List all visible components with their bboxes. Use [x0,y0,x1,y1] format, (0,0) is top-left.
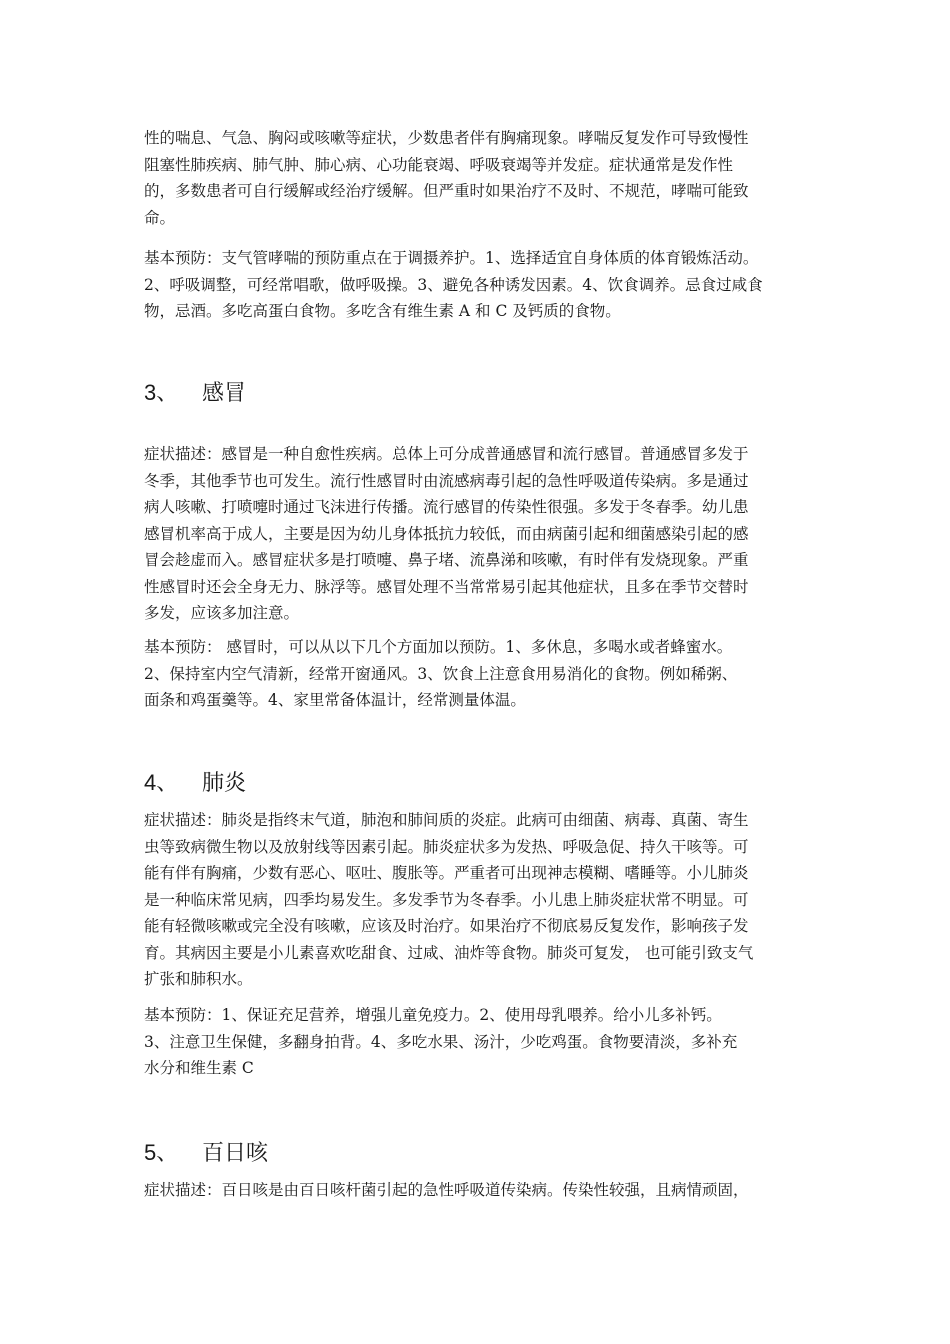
whooping-cough-symptom-description [144,1177,812,1204]
section-number: 5、 [144,1140,179,1165]
section-title: 肺炎 [202,771,247,796]
paragraph-text: 基本预防：1、保证充足营养，增强儿童免疫力。2、使用母乳喂养。给小儿多补钙。 3、注意卫生保健，多翻身拍背。4、多吃水果、汤汁，少吃鸡蛋。食物要清淡，多补充 水分和维生素 C [144,1006,738,1077]
paragraph-text: 基本预防： 感冒时，可以从以下几个方面加以预防。1、多休息，多喝水或者蜂蜜水。 2、保持室内空气清新，经常开窗通风。3、饮食上注意食用易消化的食物。例如稀粥、 面条和鸡蛋羹等。4、家里常备体温计，经常测量体温。 [144,638,738,709]
pneumonia-prevention [144,1002,812,1082]
section-heading-cold [144,378,812,409]
section-number: 3、 [144,380,179,405]
asthma-symptom-continuation [144,125,812,231]
section-title: 百日咳 [202,1141,269,1166]
cold-symptom-description [144,441,812,627]
paragraph-text: 基本预防：支气管哮喘的预防重点在于调摄养护。1、选择适宜自身体质的体育锻炼活动。 2、呼吸调整，可经常唱歌，做呼吸操。3、避免各种诱发因素。4、饮食调养。忌食过咸食 物，忌酒。多吃高蛋白食物。多吃含有维生素 A 和 C 及钙质的食物。 [144,249,763,320]
paragraph-text: 性的喘息、气急、胸闷或咳嗽等症状，少数患者伴有胸痛现象。哮喘反复发作可导致慢性 阻塞性肺疾病、肺气肿、肺心病、心功能衰竭、呼吸衰竭等并发症。症状通常是发作性 的，多数患者可自行缓解或经治疗缓解。但严重时如果治疗不及时、不规范，哮喘可能致 命。 [144,129,749,227]
section-title: 感冒 [202,381,247,406]
paragraph-text: 症状描述：肺炎是指终末气道，肺泡和肺间质的炎症。此病可由细菌、病毒、真菌、寄生 虫等致病微生物以及放射线等因素引起。肺炎症状多为发热、呼吸急促、持久干咳等。可 能有伴有胸痛，少数有恶心、呕吐、腹胀等。严重者可出现神志模糊、嗜睡等。小儿肺炎 是一种临床常见病，四季均易发生。多发季节为冬春季。小儿患上肺炎症状常不明显。可 能有轻微咳嗽或完全没有咳嗽，应该及时治疗。如果治疗不彻底易反复发作，影响孩子发 育。其病因主要是小儿素喜欢吃甜食、过咸、油炸等食物。肺炎可复发， 也可能引致支气 扩张和肺积水。 [144,811,754,988]
asthma-prevention [144,245,812,325]
paragraph-text: 症状描述：百日咳是由百日咳杆菌引起的急性呼吸道传染病。传染性较强，且病情顽固， [144,1181,749,1199]
pneumonia-symptom-description [144,807,812,993]
cold-prevention [144,634,812,714]
section-heading-whooping-cough [144,1138,812,1169]
paragraph-text: 症状描述：感冒是一种自愈性疾病。总体上可分成普通感冒和流行感冒。普通感冒多发于 冬季，其他季节也可发生。流行性感冒时由流感病毒引起的急性呼吸道传染病。多是通过 病人咳嗽、打喷嚏时通过飞沫进行传播。流行感冒的传染性很强。多发于冬春季。幼儿患 感冒机率高于成人，主要是因为幼儿身体抵抗力较低，而由病菌引起和细菌感染引起的感 冒会趁虚而入。感冒症状多是打喷嚏、鼻子堵、流鼻涕和咳嗽，有时伴有发烧现象。严重 性感冒时还会全身无力、脉浮等。感冒处理不当常常易引起其他症状，且多在季节交替时 多发，应该多加注意。 [144,445,749,622]
section-heading-pneumonia [144,768,812,799]
section-number: 4、 [144,770,179,795]
